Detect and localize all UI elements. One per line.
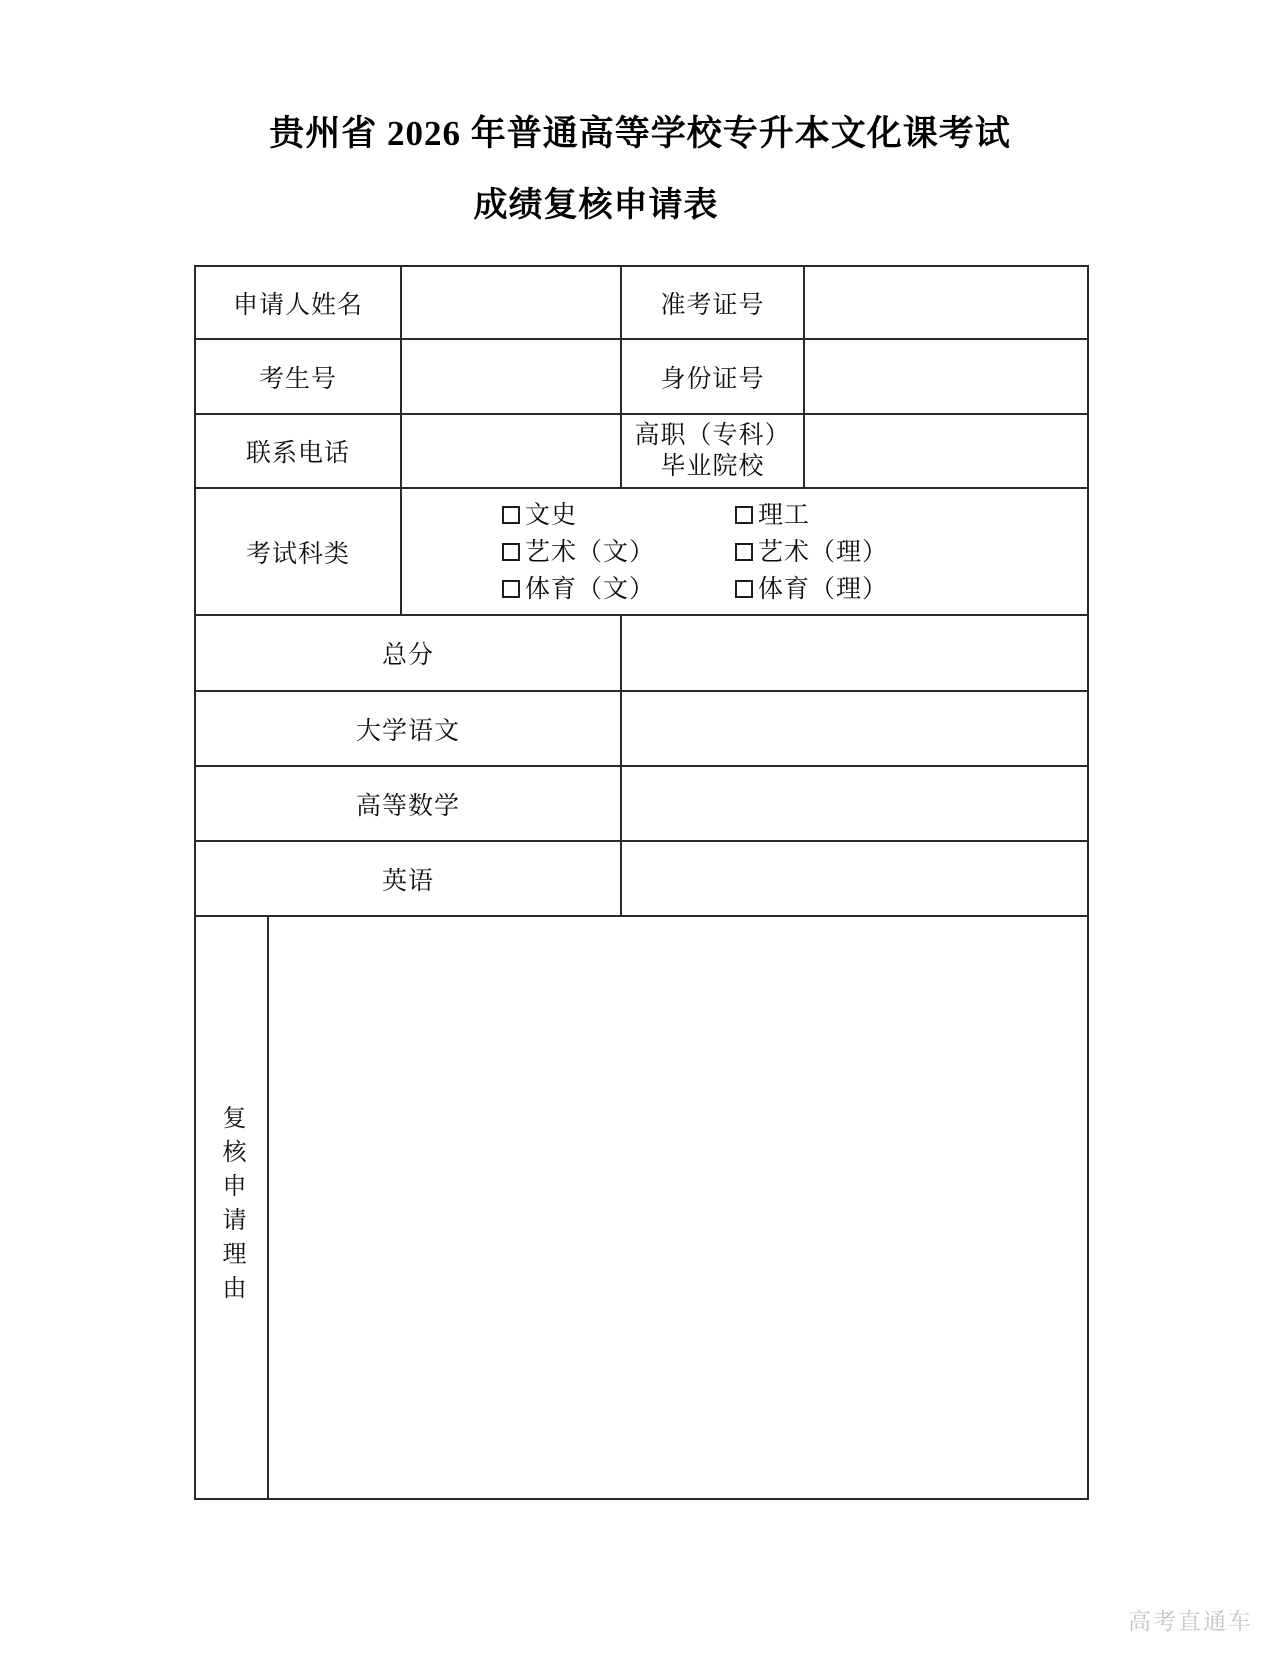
checkbox-label: 体育（理） <box>758 574 889 603</box>
id-number-input-cell[interactable] <box>804 339 1088 414</box>
checkbox-label: 艺术（理） <box>758 537 889 566</box>
college-input-cell[interactable] <box>804 414 1088 488</box>
candidate-number-label: 考生号 <box>195 339 401 414</box>
exam-category-label: 考试科类 <box>195 488 401 615</box>
checkbox-option-ligong[interactable] <box>735 500 810 530</box>
college-chinese-label: 大学语文 <box>195 691 621 766</box>
checkbox-option-tiyu-li[interactable] <box>735 574 888 604</box>
id-number-label: 身份证号 <box>621 339 804 414</box>
total-score-input-cell[interactable] <box>621 615 1088 691</box>
table-row <box>195 615 1088 691</box>
exam-category-options-cell <box>401 488 1088 615</box>
application-form-table <box>194 265 1089 1500</box>
phone-input-cell[interactable] <box>401 414 621 488</box>
review-reason-label: 复核申请理由 <box>218 1105 245 1309</box>
college-label <box>621 414 804 488</box>
table-row <box>195 488 1088 615</box>
table-row <box>195 841 1088 916</box>
watermark-text: 高考直通车 <box>1128 1608 1253 1634</box>
applicant-name-label: 申请人姓名 <box>195 266 401 339</box>
review-reason-input-cell[interactable] <box>268 916 1088 1499</box>
table-row <box>195 414 1088 488</box>
table-row <box>195 339 1088 414</box>
checkbox-label: 理工 <box>758 500 811 529</box>
review-reason-label-cell <box>195 916 268 1499</box>
checkbox-icon[interactable] <box>502 506 520 524</box>
exam-category-options <box>402 500 1087 604</box>
checkbox-icon[interactable] <box>735 506 753 524</box>
college-label-line1: 高职（专科） <box>634 421 791 449</box>
total-score-label: 总分 <box>195 615 621 691</box>
checkbox-icon[interactable] <box>735 580 753 598</box>
checkbox-option-yishu-li[interactable] <box>735 537 888 567</box>
checkbox-icon[interactable] <box>502 543 520 561</box>
admission-ticket-label: 准考证号 <box>621 266 804 339</box>
candidate-number-input-cell[interactable] <box>401 339 621 414</box>
table-row <box>195 766 1088 841</box>
checkbox-option-wenshi[interactable] <box>502 500 577 530</box>
table-row <box>195 691 1088 766</box>
advanced-math-input-cell[interactable] <box>621 766 1088 841</box>
admission-ticket-input-cell[interactable] <box>804 266 1088 339</box>
college-label-line2: 毕业院校 <box>660 452 765 480</box>
checkbox-option-tiyu-wen[interactable] <box>502 574 655 604</box>
phone-label: 联系电话 <box>195 414 401 488</box>
page-title-line1: 贵州省 2026 年普通高等学校专升本文化课考试 <box>269 114 1011 153</box>
checkbox-label: 文史 <box>525 500 578 529</box>
table-row <box>195 916 1088 1499</box>
applicant-name-input-cell[interactable] <box>401 266 621 339</box>
checkbox-icon[interactable] <box>735 543 753 561</box>
college-chinese-input-cell[interactable] <box>621 691 1088 766</box>
page-title-line2: 成绩复核申请表 <box>473 187 719 224</box>
checkbox-option-yishu-wen[interactable] <box>502 537 655 567</box>
table-row <box>195 266 1088 339</box>
english-label: 英语 <box>195 841 621 916</box>
advanced-math-label: 高等数学 <box>195 766 621 841</box>
checkbox-label: 艺术（文） <box>525 537 656 566</box>
english-input-cell[interactable] <box>621 841 1088 916</box>
checkbox-icon[interactable] <box>502 580 520 598</box>
checkbox-label: 体育（文） <box>525 574 656 603</box>
